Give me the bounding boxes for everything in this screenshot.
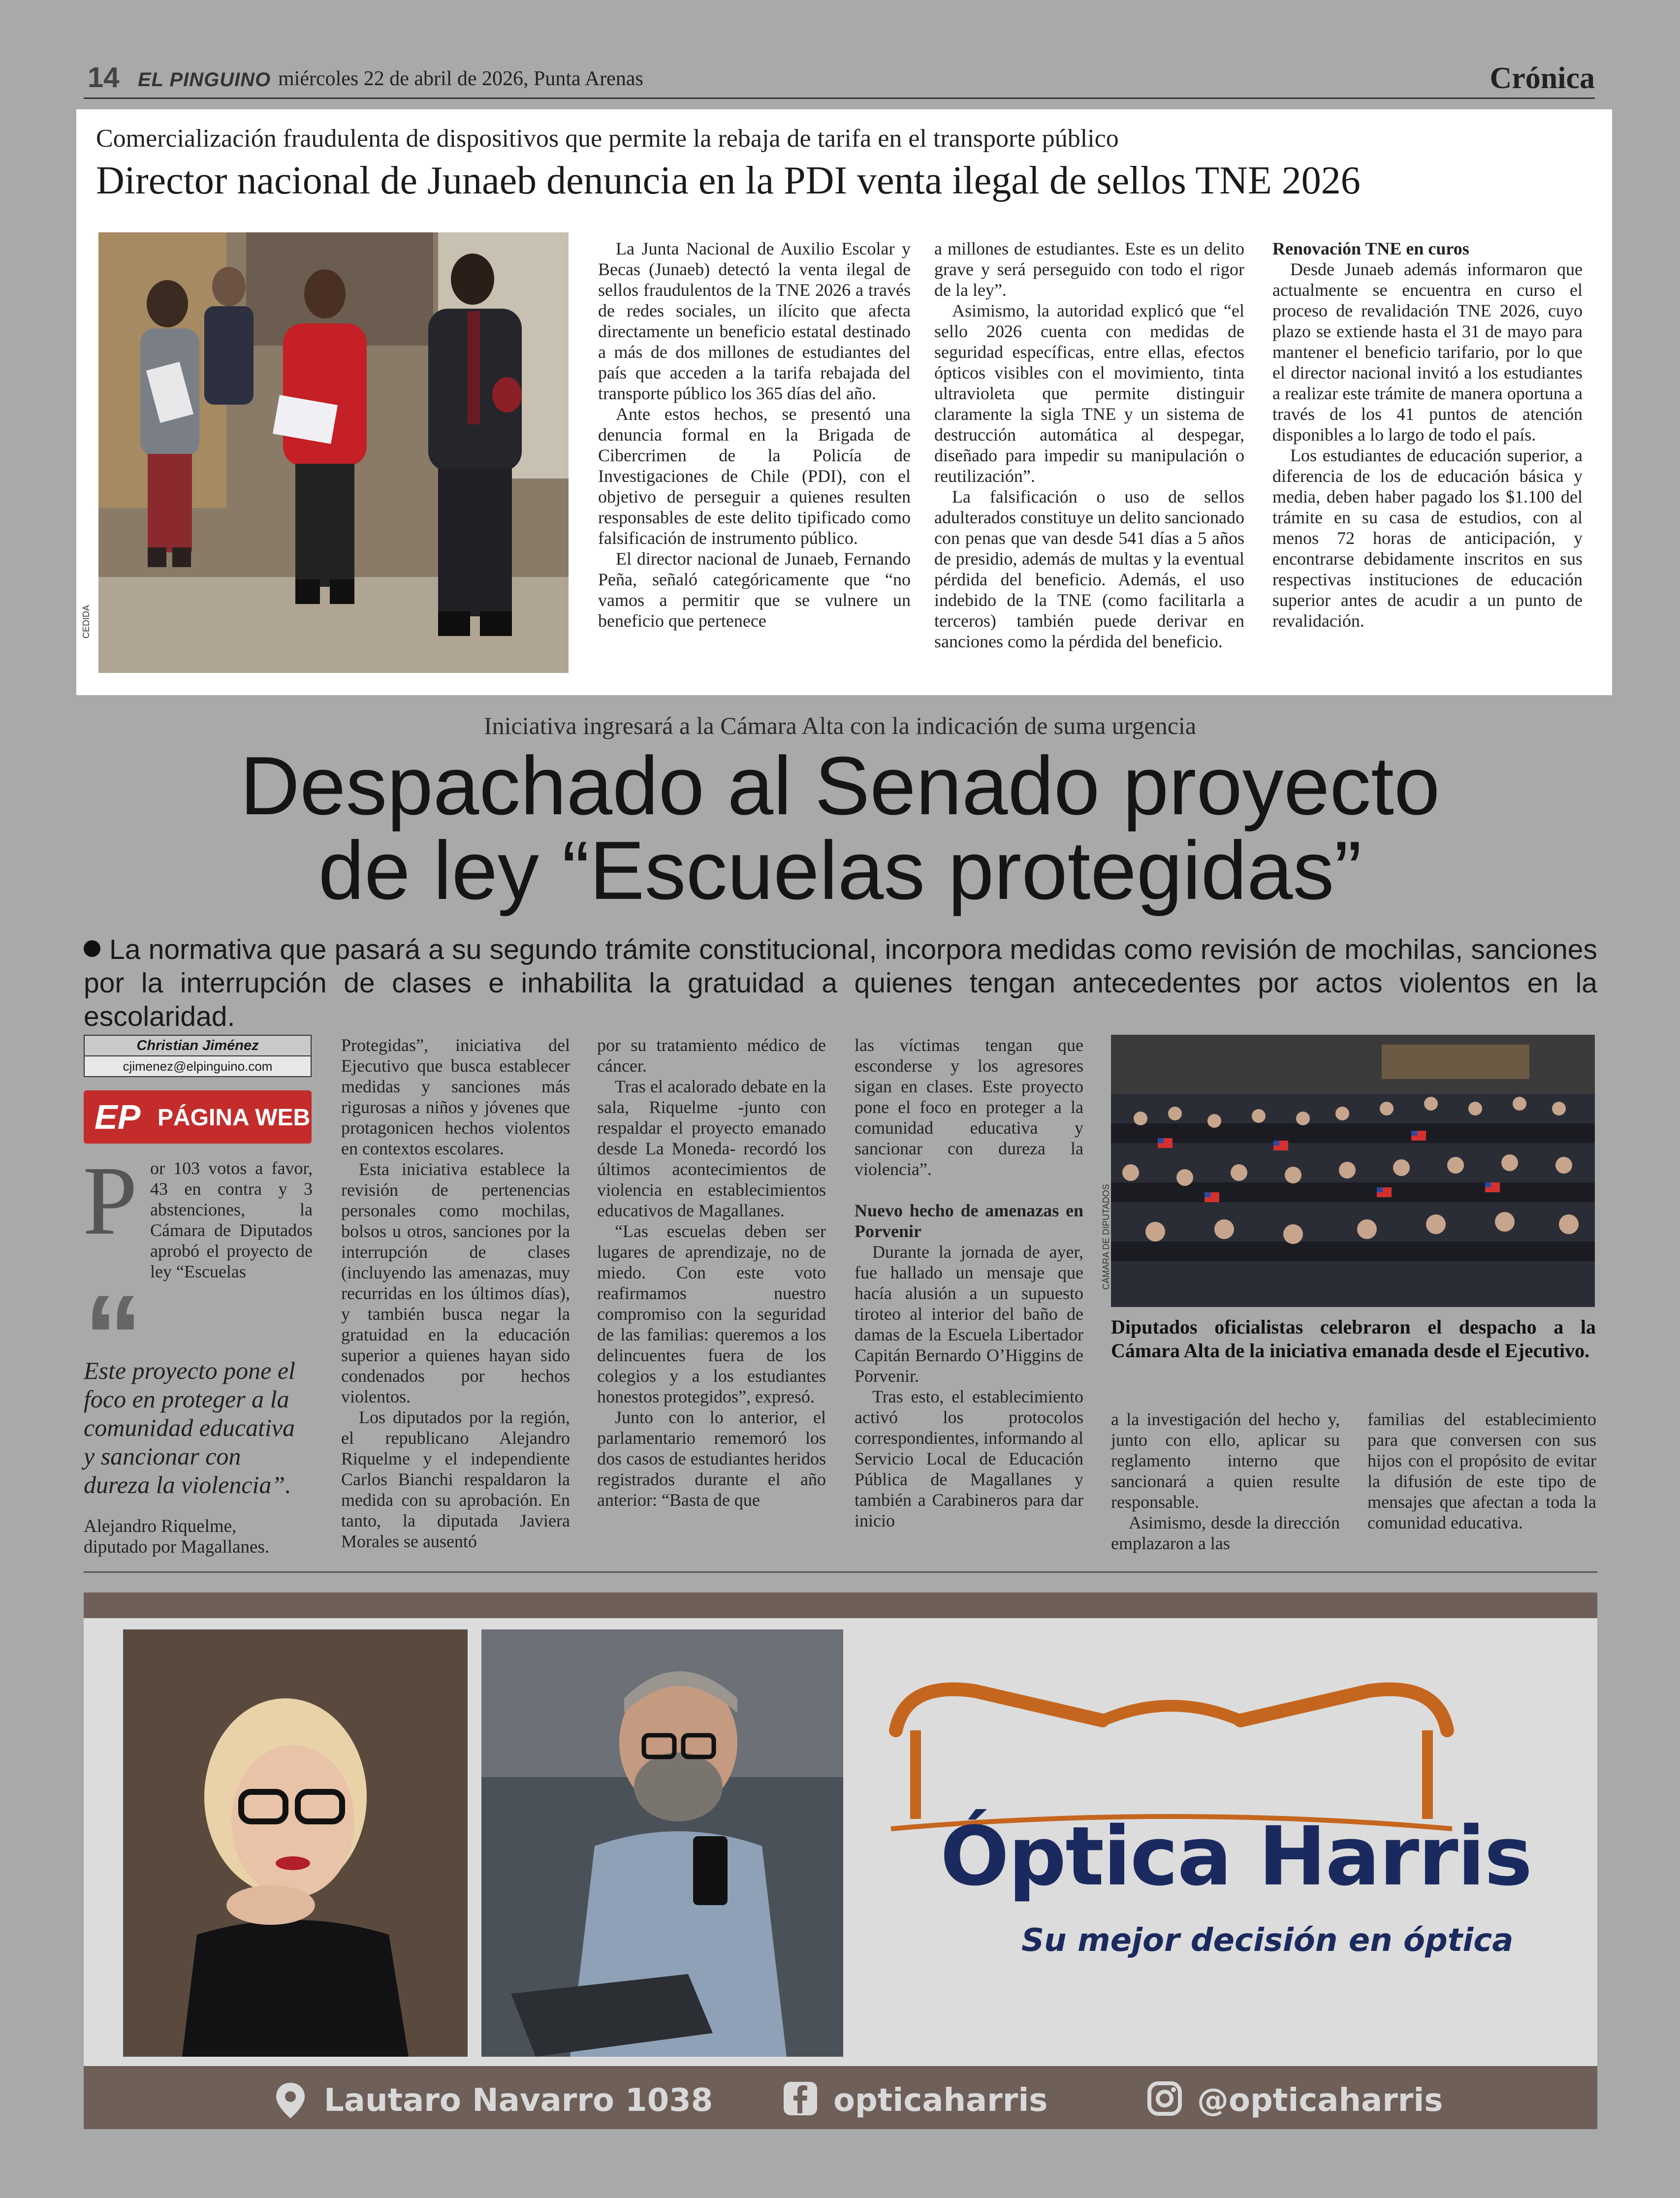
article-kicker: Iniciativa ingresará a la Cámara Alta con la indicación de suma urgencia <box>483 712 1197 739</box>
article-column-1 <box>598 238 911 631</box>
headline-line-2: de ley “Escuelas protegidas” <box>318 824 1362 917</box>
ad-bottom-bar <box>84 2066 1597 2129</box>
article-column-1 <box>84 1158 313 1282</box>
author-email[interactable]: cjimenez@elpinguino.com <box>84 1055 312 1077</box>
chamber-photo <box>1111 1035 1595 1307</box>
divider <box>84 1571 1597 1573</box>
ad-instagram[interactable]: @opticaharris <box>1197 2082 1443 2119</box>
paragraph: La Junta Nacional de Auxilio Escolar y Becas (Junaeb) detectó la venta ilegal de sellos fraudulentos de la TNE 2026 a través de redes sociales, un ilícito que afecta directamente un beneficio estatal destinado a más de dos millones de estudiantes del país que acceden a la tarifa rebajada del transporte público los 365 días del año. <box>598 239 911 403</box>
page-header <box>84 59 1595 99</box>
web-page-badge[interactable] <box>84 1090 312 1144</box>
paragraph: Durante la jornada de ayer, fue hallado un mensaje que hacía alusión a un supuesto tiroteo al interior del baño de damas de la Escuela Libertador Capitán Bernardo O’Higgins de Porvenir. <box>855 1242 1083 1386</box>
paragraph: Protegidas”, iniciativa del Ejecutivo que busca establecer medidas y sanciones más rigurosas a niños y jóvenes que protagonicen hechos violentos en contextos escolares. <box>341 1035 570 1158</box>
article-column-2 <box>341 1035 570 1552</box>
ad-photo-man <box>481 1629 843 2057</box>
drop-cap: P <box>83 1147 138 1255</box>
page-number: 14 <box>88 62 120 94</box>
facebook-icon <box>783 2081 818 2116</box>
paragraph: por su tratamiento médico de cáncer. <box>597 1035 826 1076</box>
location-pin-icon <box>273 2081 308 2120</box>
ad-brand-name: Óptica Harris <box>940 1809 1532 1904</box>
paragraph: las víctimas tengan que esconderse y los agresores sigan en clases. Este proyecto pone el foco en proteger a la comunidad educativa y sancionar con dureza la violencia”. <box>855 1035 1083 1179</box>
headline <box>0 739 1680 917</box>
paragraph: Asimismo, desde la dirección emplazaron a las <box>1111 1513 1340 1553</box>
paragraph: a la investigación del hecho y, junto con ello, aplicar su reglamento interno que sancionará a quien resulte responsable. <box>1111 1409 1340 1512</box>
paragraph: El director nacional de Junaeb, Fernando Peña, señaló categóricamente que “no vamos a permitir que se vulnere un beneficio que pertenece <box>598 549 911 631</box>
section-title: Crónica <box>1490 62 1595 95</box>
ad-address: Lautaro Navarro 1038 <box>324 2082 713 2119</box>
ep-logo: EP <box>95 1098 141 1136</box>
bullet-icon <box>84 940 100 957</box>
web-badge-label: PÁGINA WEB <box>158 1105 311 1131</box>
article-column-2 <box>934 238 1244 652</box>
photo-caption: Diputados oficialistas celebraron el despacho a la Cámara Alta de la iniciativa emanada desde el Ejecutivo. <box>1111 1316 1596 1362</box>
article-title: Director nacional de Junaeb denuncia en la PDI venta ilegal de sellos TNE 2026 <box>96 159 1361 202</box>
article-column-6 <box>1367 1409 1596 1533</box>
photo-credit: CÁMARA DE DIPUTADOS <box>1101 1184 1111 1290</box>
article-column-3 <box>597 1035 826 1510</box>
paragraph: “Las escuelas deben ser lugares de aprendizaje, no de miedo. Con este voto reafirmamos nuestro compromiso con la seguridad de las familias: queremos a los delincuentes fuera de los colegios y a los estudiantes honestos protegidos”, expresó. <box>597 1221 826 1406</box>
paragraph: Junto con lo anterior, el parlamentario rememoró los dos casos de estudiantes heridos registrados durante el año anterior: “Basta de que <box>597 1407 826 1510</box>
article-lead <box>84 933 1597 1033</box>
ad-top-bar <box>84 1593 1597 1618</box>
instagram-icon <box>1147 2081 1182 2116</box>
quote-mark-icon: “ <box>84 1271 143 1402</box>
ad-facebook[interactable]: opticaharris <box>833 2082 1048 2119</box>
article-column-5 <box>1111 1409 1340 1554</box>
paragraph: La falsificación o uso de sellos adulterados constituye un delito sancionado con penas que van desde 541 días a 5 años de presidio, además de multas y la eventual pérdida del beneficio. Además, el uso indebido de la TNE (como facilitarla a terceros) también puede derivar en sanciones como la pérdida del beneficio. <box>934 487 1244 651</box>
paragraph: Asimismo, la autoridad explicó que “el sello 2026 cuenta con medidas de seguridad específicas, entre ellas, efectos ópticos visibles con el movimiento, tinta ultravioleta que permite distinguir claramente la sigla TNE y un sistema de destrucción automática al despegar, diseñado para impedir su manipulación o reutilización”. <box>934 301 1244 486</box>
quote-author-role: diputado por Magallanes. <box>84 1537 270 1557</box>
author-name: Christian Jiménez <box>84 1035 312 1055</box>
paragraph: a millones de estudiantes. Este es un delito grave y será perseguido con todo el rigor de la ley”. <box>934 239 1244 300</box>
paragraph: familias del establecimiento para que conversen con sus hijos con el propósito de evitar la difusión de este tipo de mensajes que afectan a toda la comunidad educativa. <box>1367 1409 1596 1532</box>
headline-line-1: Despachado al Senado proyecto <box>240 739 1440 832</box>
date-line: miércoles 22 de abril de 2026, Punta Arenas <box>278 67 643 90</box>
paragraph: Ante estos hechos, se presentó una denuncia formal en la Brigada de Cibercrimen de la Policía de Investigaciones de Chile (PDI), con el objetivo de perseguir a quienes resulten responsables de este delito tipificado como falsificación de instrumento público. <box>598 404 911 548</box>
paragraph: Tras esto, el establecimiento activó los protocolos correspondientes, informando al Servicio Local de Educación Pública de Magallanes y también a Carabineros para dar inicio <box>855 1387 1083 1530</box>
paragraph: Tras el acalorado debate en la sala, Riquelme -junto con respaldar el proyecto emanado desde La Moneda- recordó los últimos acontecimientos de violencia en establecimientos educativos de Magallanes. <box>597 1077 826 1220</box>
paragraph: Desde Junaeb además informaron que actualmente se encuentra en curso el proceso de revalidación TNE 2026, cuyo plazo se extiende hasta el 31 de mayo para mantener el beneficio tarifario, por lo que el director nacional invitó a los estudiantes a realizar este trámite de manera oportuna a través de los 41 puntos de atención disponibles a lo largo de todo el país. <box>1272 259 1583 445</box>
paragraph: Los diputados por la región, el republicano Alejandro Riquelme y el independiente Carlos Bianchi respaldaron la medida con su aprobación. En tanto, la diputada Javiera Morales se ausentó <box>341 1407 570 1551</box>
pull-quote: Este proyecto pone el foco en proteger a la comunidad educativa y sancionar con dureza la violencia”. <box>84 1357 295 1498</box>
paragraph: or 103 votos a favor, 43 en contra y 3 abstenciones, la Cámara de Diputados aprobó el proyecto de ley “Escuelas <box>150 1158 313 1281</box>
optica-harris-ad[interactable] <box>84 1593 1597 2129</box>
quote-author-name: Alejandro Riquelme, <box>84 1516 237 1536</box>
article-column-3 <box>1272 238 1583 631</box>
paragraph: Los estudiantes de educación superior, a diferencia de los de educación básica y media, deben haber pagado los $1.100 del trámite en su casa de estudios, con al menos 72 horas de anticipación, y encontrarse debidamente inscritos en sus respectivas instituciones de educación superior antes de acudir a un punto de revalidación. <box>1272 446 1583 631</box>
article-kicker: Comercialización fraudulenta de dispositivos que permite la rebaja de tarifa en el transporte público <box>96 125 1119 153</box>
article-column-4 <box>855 1035 1083 1531</box>
subheading: Renovación TNE en curos <box>1272 239 1469 258</box>
ad-photo-woman <box>123 1629 468 2057</box>
article-photo <box>98 232 569 673</box>
subheading: Nuevo hecho de amenazas en Porvenir <box>855 1201 1083 1241</box>
article-tne <box>76 109 1612 695</box>
byline <box>84 1035 312 1077</box>
ad-tagline: Su mejor decisión en óptica <box>1021 1922 1514 1959</box>
paragraph: Esta iniciativa establece la revisión de pertenencias personales como mochilas, bolsos u otros, sanciones por la interrupción de clases (incluyendo las amenazas, muy recurridas en los últimos días), y también busca negar la gratuidad en la educación superior a quienes hayan sido condenados por hechos violentos. <box>341 1159 570 1406</box>
quote-author <box>84 1516 310 1558</box>
photo-credit: CEDIDA <box>81 605 91 638</box>
lead-text: La normativa que pasará a su segundo trámite constitucional, incorpora medidas como revisión de mochilas, sanciones por la interrupción de clases e inhabilita la gratuidad a quienes tengan antecedentes por actos violentos en la escolaridad. <box>84 934 1597 1032</box>
paper-logo: EL PINGUINO <box>138 69 271 91</box>
